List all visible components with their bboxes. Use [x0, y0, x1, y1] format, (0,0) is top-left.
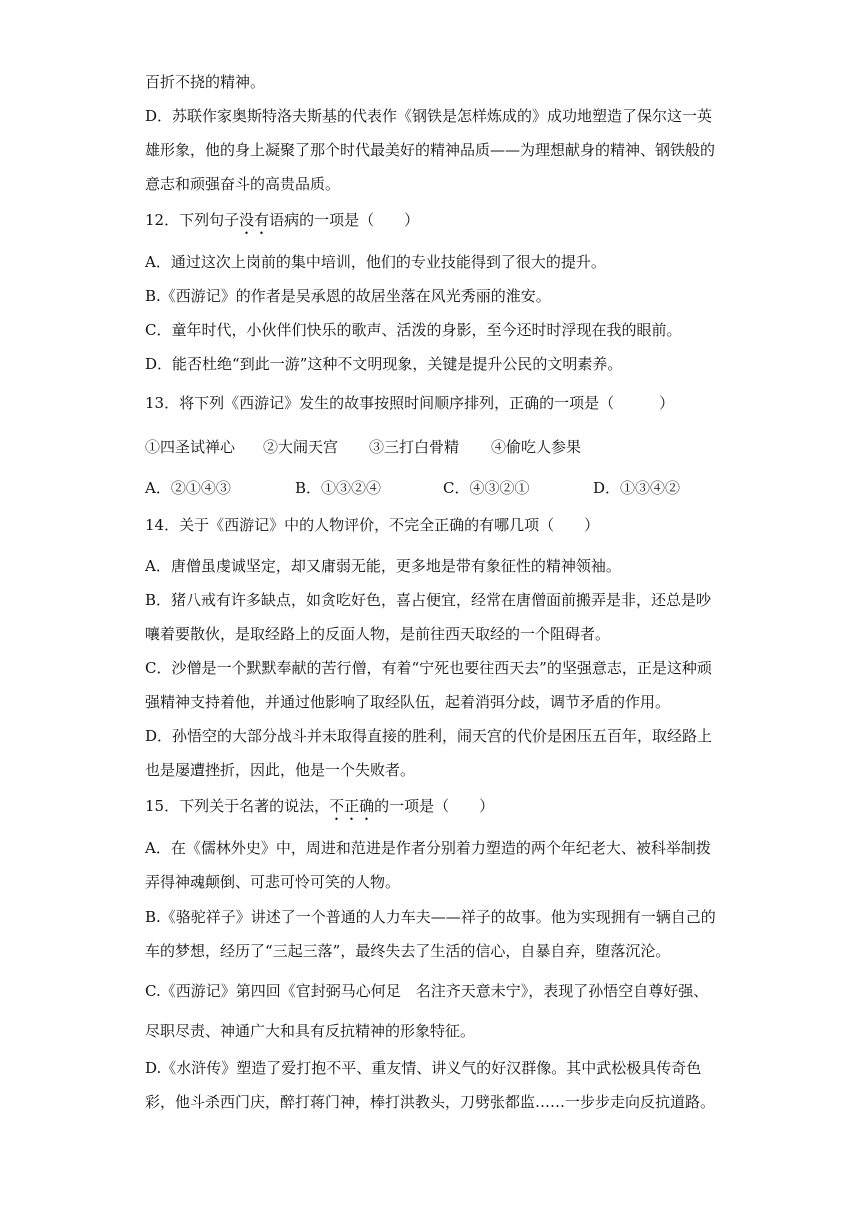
q15-option-d: D.《水浒传》塑造了爱打抱不平、重友情、讲义气的好汉群像。其中武松极具传奇色 [145, 1059, 702, 1077]
q14-option-a: A．唐僧虽虔诚坚定，却又庸弱无能，更多地是带有象征性的精神领袖。 [145, 557, 621, 575]
q13-options [145, 478, 720, 498]
question-14: 14．关于《西游记》中的人物评价，不完全正确的有哪几项（ ） [145, 516, 600, 534]
option-d-line: D．苏联作家奥斯特洛夫斯基的代表作《钢铁是怎样炼成的》成功地塑造了保尔这一英 [145, 107, 713, 125]
q12-option-c: C．童年时代，小伙伴们快乐的歌声、活泼的身影，至今还时时浮现在我的眼前。 [145, 321, 682, 339]
text-line: 彩，他斗杀西门庆，醉打蒋门神，棒打洪教头，刀劈张都监……一步步走向反抗道路。 [145, 1093, 716, 1111]
q13-option-a: A．②①④③ [145, 479, 231, 497]
text-line: 雄形象，他的身上凝聚了那个时代最美好的精神品质——为理想献身的精神、钢铁般的 [145, 141, 716, 159]
story-item: ②大闹天宫 [263, 438, 339, 456]
emphasis-text: 不正确 [329, 797, 375, 815]
q14-option-b: B．猪八戒有许多缺点，如贪吃好色，喜占便宜，经常在唐僧面前搬弄是非，还总是吵 [145, 591, 712, 609]
text-line: 车的梦想，经历了“三起三落”，最终失去了生活的信心，自暴自弃，堕落沉沦。 [145, 942, 671, 960]
question-12 [145, 210, 720, 238]
text-line: 百折不挠的精神。 [145, 73, 266, 91]
question-text: 语病的一项是（ ） [269, 211, 420, 229]
question-text: 15．下列关于名著的说法， [145, 797, 330, 815]
text-line: 弄得神魂颠倒、可悲可怜可笑的人物。 [145, 873, 401, 891]
text-line: 意志和顽强奋斗的高贵品质。 [145, 175, 341, 193]
question-text: 12．下列句子 [145, 211, 240, 229]
q15-option-c: C.《西游记》第四回《官封弼马心何足 名注齐天意未宁》，表现了孙悟空自尊好强、 [145, 982, 709, 1000]
text-line: 嚷着要散伙，是取经路上的反面人物，是前往西天取经的一个阻碍者。 [145, 625, 611, 643]
question-13: 13．将下列《西游记》发生的故事按照时间顺序排列，正确的一项是（ ） [145, 394, 675, 412]
q15-option-b: B.《骆驼祥子》讲述了一个普通的人力车夫——祥子的故事。他为实现拥有一辆自己的 [145, 908, 716, 926]
text-line: 尽职尽责、神通广大和具有反抗精神的形象特征。 [145, 1022, 476, 1040]
story-item: ③三打白骨精 [369, 438, 460, 456]
text-line: 也是屡遭挫折，因此，他是一个失败者。 [145, 761, 416, 779]
q12-option-a: A．通过这次上岗前的集中培训，他们的专业技能得到了很大的提升。 [145, 253, 606, 271]
text-line: 强精神支持着他，并通过他影响了取经队伍，起着消弭分歧，调节矛盾的作用。 [145, 693, 671, 711]
question-15 [145, 796, 720, 824]
q13-option-b: B．①③②④ [295, 479, 382, 497]
q12-option-d: D．能否杜绝“到此一游”这种不文明现象，关键是提升公民的文明素养。 [145, 355, 623, 373]
q15-option-a: A．在《儒林外史》中，周进和范进是作者分别着力塑造的两个年纪老大、被科举制拨 [145, 839, 711, 857]
emphasis-text: 没有 [239, 211, 270, 229]
q14-option-d: D．孙悟空的大部分战斗并未取得直接的胜利，闹天宫的代价是困压五百年，取经路上 [145, 727, 713, 745]
q14-option-c: C．沙僧是一个默默奉献的苦行僧，有着“宁死也要往西天去”的坚强意志，正是这种顽 [145, 659, 712, 677]
story-item: ④偷吃人参果 [491, 438, 582, 456]
q13-story-list [145, 437, 720, 457]
q13-option-c: C．④③②① [443, 479, 530, 497]
question-text: 的一项是（ ） [374, 797, 495, 815]
q13-option-d: D．①③④② [593, 479, 681, 497]
q12-option-b: B.《西游记》的作者是吴承恩的故居坐落在风光秀丽的淮安。 [145, 287, 551, 305]
story-item: ①四圣试禅心 [145, 438, 236, 456]
